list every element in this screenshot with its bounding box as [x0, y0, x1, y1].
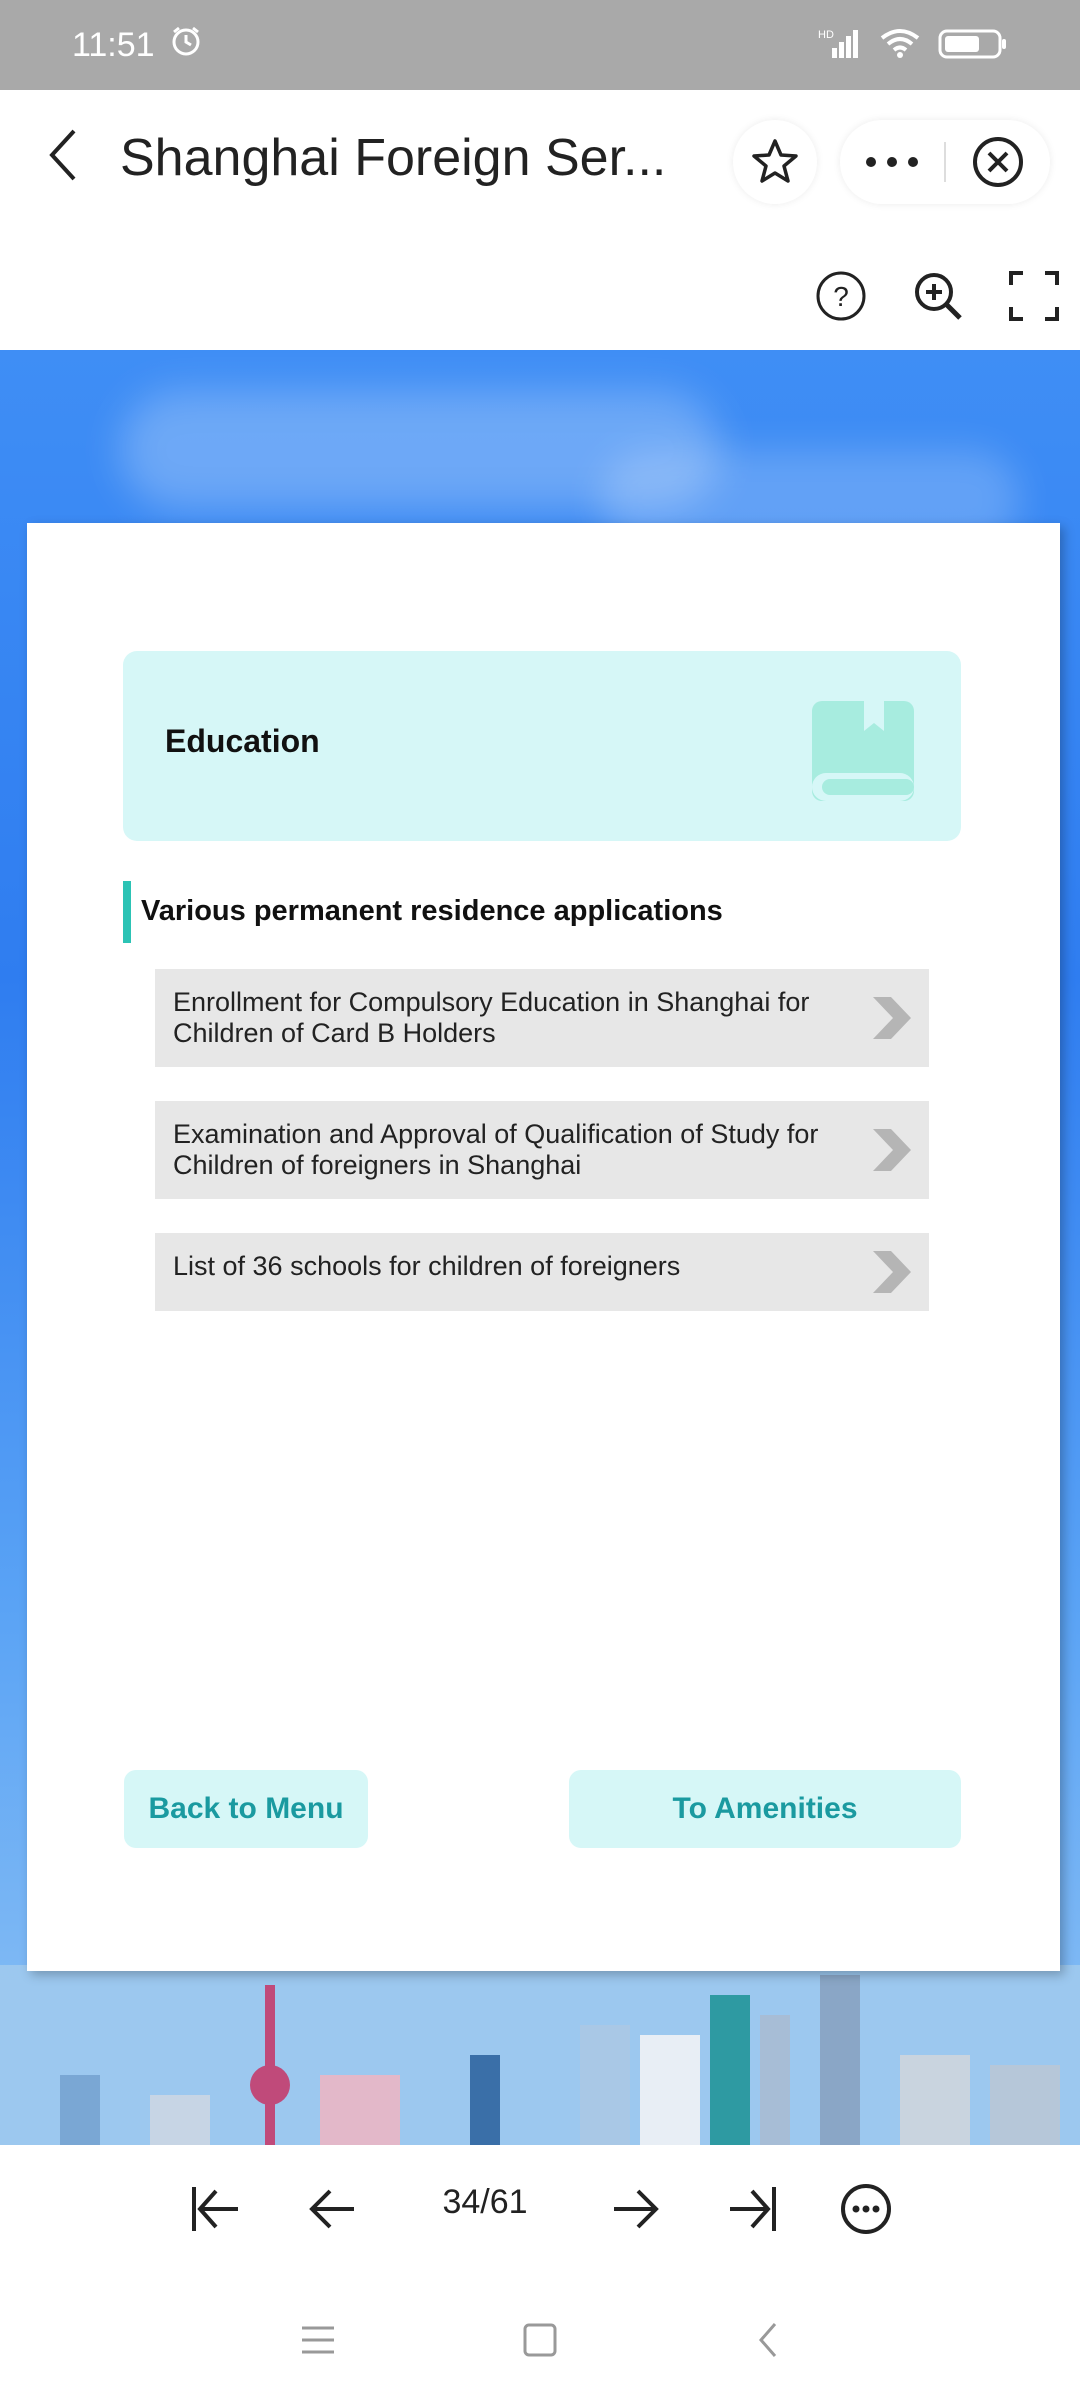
menu-icon[interactable]: [288, 2310, 348, 2370]
previous-page-icon[interactable]: [296, 2173, 368, 2245]
header-title: Education: [165, 723, 320, 759]
last-page-icon[interactable]: [716, 2173, 788, 2245]
hd-signal-icon: [818, 26, 862, 65]
mini-program-capsule: [840, 120, 1050, 204]
education-header: [123, 651, 961, 841]
help-icon[interactable]: [805, 260, 877, 332]
chevron-right-icon: [869, 1127, 915, 1173]
to-amenities-button[interactable]: To Amenities: [569, 1770, 961, 1848]
back-icon[interactable]: [738, 2310, 798, 2370]
page-card: [27, 523, 1060, 1971]
page-navigation-bar: [0, 2145, 1080, 2271]
next-page-icon[interactable]: [600, 2173, 672, 2245]
more-options-icon[interactable]: [830, 2173, 902, 2245]
more-icon[interactable]: [840, 120, 944, 204]
list-item-label: Examination and Approval of Qualification of Study for Children of foreigners in Shanghai: [173, 1119, 819, 1180]
star-icon[interactable]: [733, 120, 817, 204]
book-icon: [808, 699, 918, 811]
svg-text:HD: HD: [818, 28, 834, 41]
wifi-icon: [878, 26, 922, 65]
section-accent-bar: [123, 881, 131, 943]
back-to-menu-button[interactable]: Back to Menu: [124, 1770, 368, 1848]
list-item-label: Enrollment for Compulsory Education in Shanghai for Children of Card B Holders: [173, 987, 810, 1048]
chevron-right-icon: [869, 1249, 915, 1295]
status-left: [72, 24, 203, 67]
system-navigation-bar: [0, 2270, 1080, 2400]
viewer-toolbar: [0, 240, 1080, 350]
list-item[interactable]: [155, 1101, 929, 1199]
first-page-icon[interactable]: [180, 2173, 252, 2245]
status-bar: [0, 0, 1080, 90]
app-title: Shanghai Foreign Ser...: [120, 129, 667, 187]
close-icon[interactable]: [946, 120, 1050, 204]
zoom-in-icon[interactable]: [902, 260, 974, 332]
list-item[interactable]: [155, 1233, 929, 1311]
city-skyline-image: [0, 1965, 1080, 2145]
status-right: [818, 26, 1008, 65]
fullscreen-icon[interactable]: [998, 260, 1070, 332]
svg-text:?: ?: [833, 281, 849, 312]
list-item-label: List of 36 schools for children of foreigners: [173, 1251, 681, 1281]
list-item[interactable]: [155, 969, 929, 1067]
home-icon[interactable]: [510, 2310, 570, 2370]
status-time: 11:51: [72, 25, 155, 64]
battery-icon: [938, 26, 1008, 65]
alarm-icon: [169, 24, 203, 67]
back-arrow-icon[interactable]: [34, 125, 94, 185]
page-indicator: 34/61: [442, 2183, 528, 2221]
section-title: Various permanent residence applications: [141, 895, 723, 927]
chevron-right-icon: [869, 995, 915, 1041]
